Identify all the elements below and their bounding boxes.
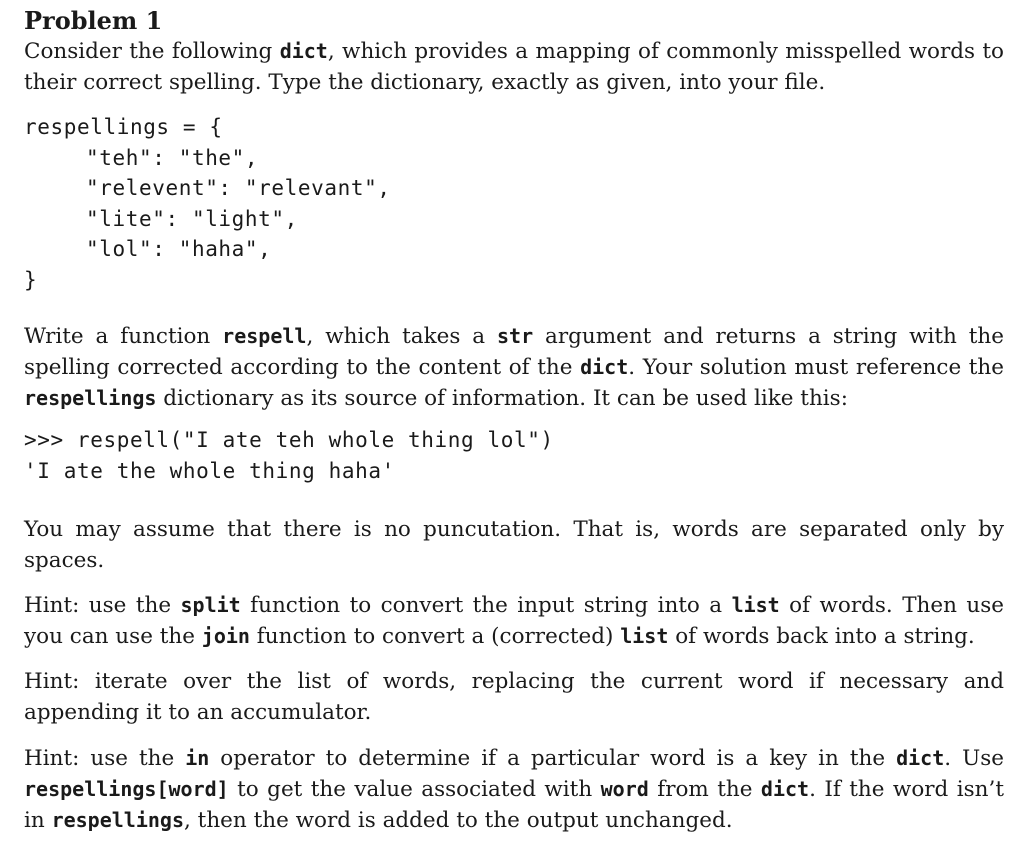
example-code-block (24, 425, 554, 486)
code-dict: dict (580, 355, 629, 379)
intro-text: Consider the following (24, 39, 280, 64)
code-word: word (600, 777, 649, 801)
code-list: list (731, 593, 780, 617)
text: Hint: use the (24, 593, 181, 618)
assumption-paragraph (24, 514, 1004, 576)
hint-split-join-paragraph (24, 590, 1004, 652)
code-dict: dict (279, 39, 328, 63)
text: . Your solution must reference the (628, 355, 1004, 380)
code-dict: dict (896, 746, 945, 770)
dict-entry: "lol": "haha", (86, 237, 272, 261)
dict-entry: "teh": "the", (86, 145, 259, 170)
code-in: in (185, 746, 210, 770)
code-respellings: respellings (51, 808, 185, 832)
example-output-line: 'I ate the whole thing haha' (24, 458, 395, 483)
dict-code-open: respellings = { (24, 115, 223, 139)
text: You may assume that there is no puncutation. That is, words are separated only by spaces. (24, 517, 1004, 573)
dict-entry: "relevent": "relevant", (86, 176, 391, 200)
text: , then the word is added to the output unchanged. (184, 808, 733, 833)
text: . Use (944, 746, 1004, 771)
text: argument and returns a string with the spelling corrected according to the content of the (24, 324, 1005, 380)
text: of words back into a string. (668, 624, 975, 649)
text: Hint: use the (24, 746, 186, 771)
text: , which takes a (306, 324, 497, 349)
text: of words. Then use you can use the (24, 593, 1004, 649)
code-str: str (496, 324, 534, 348)
code-split: split (180, 593, 241, 617)
intro-text: , which provides a mapping of commonly misspelled words to their correct spelling. Type the dictionary, exactly as given, into your file. (24, 39, 1004, 95)
hint-iterate-paragraph (24, 666, 1004, 728)
text: operator to determine if a particular word is a key in the (209, 746, 897, 771)
code-respell: respell (222, 324, 307, 348)
text: dictionary as its source of information. It can be used like this: (156, 386, 848, 411)
text: to get the value associated with (228, 777, 601, 802)
text: from the (648, 777, 761, 802)
text: Hint: iterate over the list of words, replacing the current word if necessary and appending it to an accumulator. (24, 669, 1004, 725)
code-respellings: respellings (24, 386, 157, 410)
example-call-line: >>> respell("I ate teh whole thing lol") (24, 428, 554, 452)
code-join: join (201, 624, 250, 648)
text: Write a function (24, 324, 223, 349)
hint-in-operator-paragraph (24, 743, 1004, 836)
function-description-paragraph (24, 321, 1004, 414)
intro-paragraph (24, 36, 1004, 98)
text: . If the word isn’t in (24, 777, 1004, 833)
code-dict: dict (760, 777, 810, 801)
dict-code-close: } (24, 267, 38, 292)
code-respellings-word: respellings[word] (24, 777, 229, 801)
code-list: list (620, 624, 669, 648)
problem-title: Problem 1 (24, 6, 163, 35)
dict-entry: "lite": "light", (86, 206, 298, 231)
dict-code-block (24, 112, 391, 295)
text: function to convert the input string into a (240, 593, 732, 618)
text: function to convert a (corrected) (249, 624, 621, 649)
